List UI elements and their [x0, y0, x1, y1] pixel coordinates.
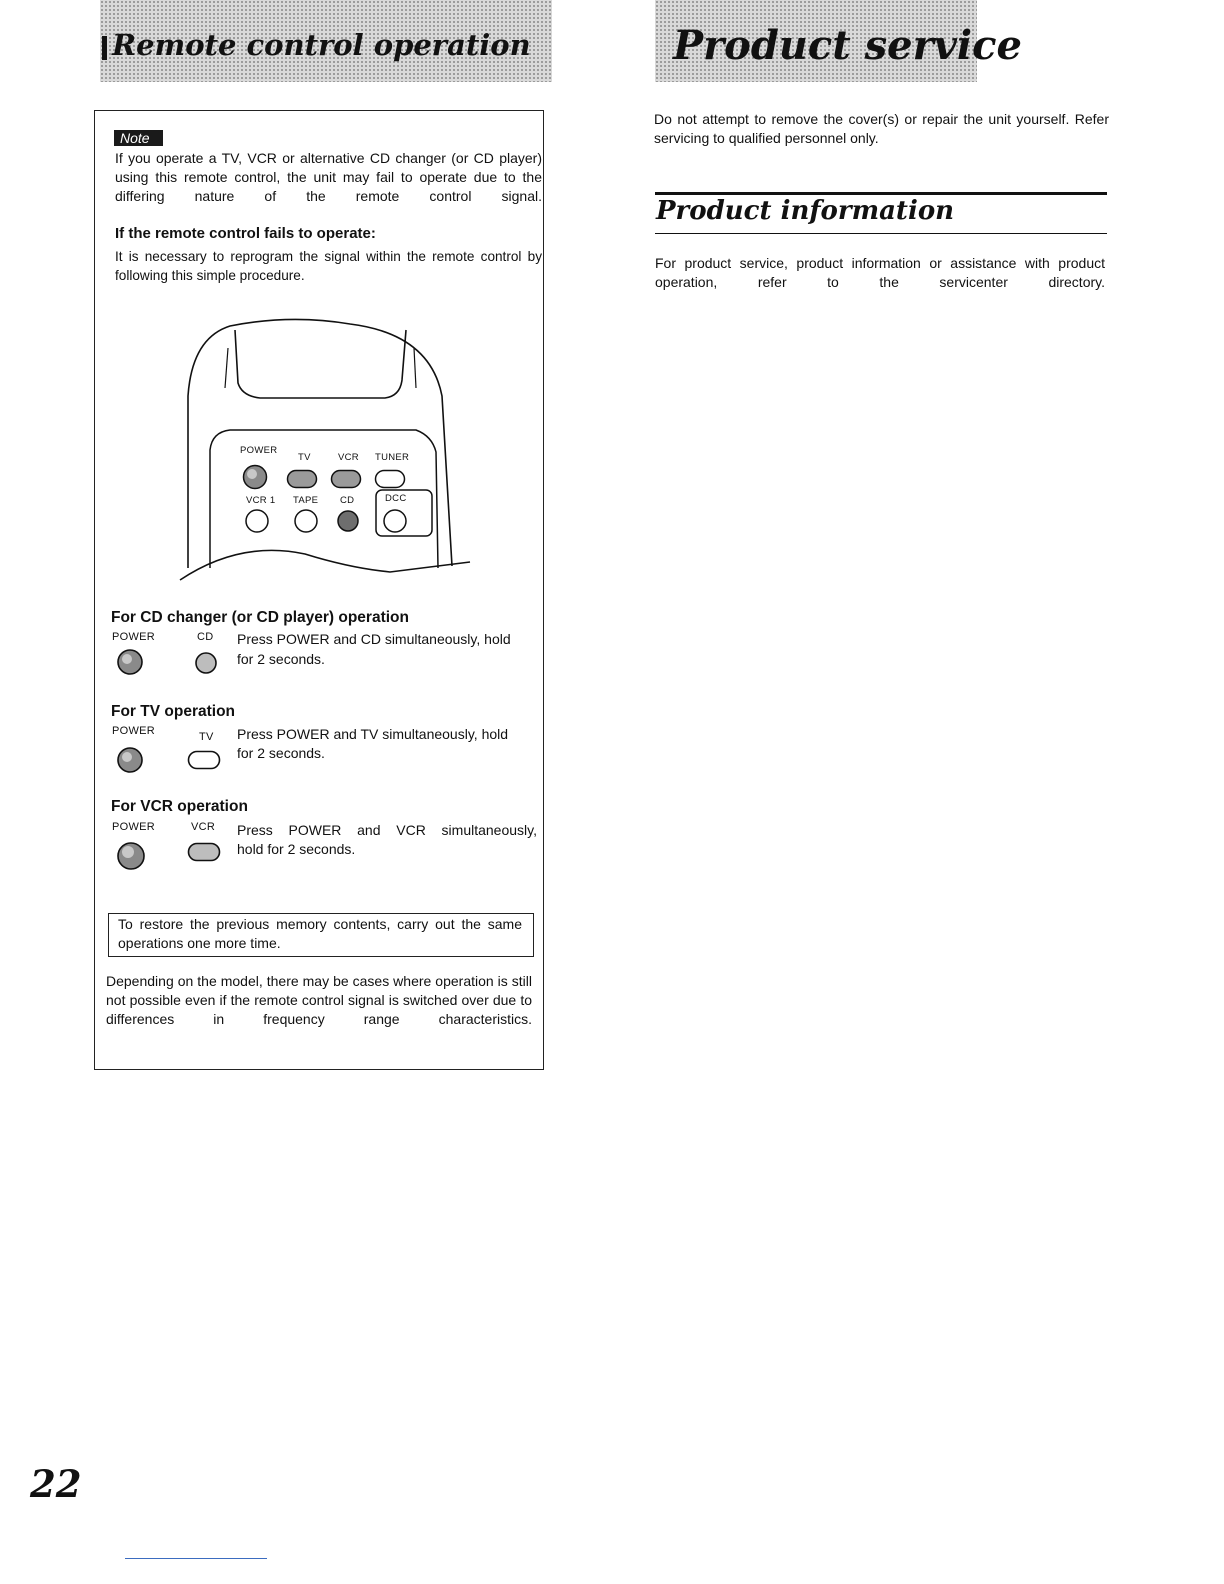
remote-label-vcr1: VCR 1	[246, 495, 276, 506]
remote-label-tuner: TUNER	[375, 452, 410, 463]
section-header-remote-control	[100, 0, 552, 82]
note-label: Note	[114, 130, 163, 146]
section-title: Remote control operation	[112, 28, 531, 62]
remote-label-tape: TAPE	[293, 495, 319, 506]
section-header-product-service	[655, 0, 1022, 82]
power-key-icon	[116, 648, 144, 676]
cd-key-power-label: POWER	[112, 631, 156, 643]
cd-key-cd-label: CD	[197, 631, 214, 643]
tv-button-icon	[286, 469, 318, 489]
cd-key-icon	[193, 650, 219, 676]
power-key-icon	[116, 746, 144, 774]
remote-label-cd: CD	[340, 495, 355, 506]
tv-operation-heading: For TV operation	[111, 703, 235, 720]
remote-label-dcc: DCC	[385, 493, 407, 504]
tv-instruction-line2: for 2 seconds.	[237, 745, 325, 761]
remote-control-illustration	[180, 318, 470, 578]
section-title: Product service	[673, 22, 1022, 69]
tuner-button-icon	[374, 469, 406, 489]
header-bar-marker	[102, 36, 107, 60]
dcc-button-icon	[382, 508, 408, 534]
tape-button-icon	[293, 508, 319, 534]
vcr-key-power-label: POWER	[112, 821, 156, 833]
remote-label-vcr: VCR	[338, 452, 359, 463]
power-key-icon	[116, 840, 146, 872]
footer-line	[125, 1558, 267, 1559]
note-text: If you operate a TV, VCR or alternative CD changer (or CD player) using this remote control, the unit may fail to operate due to the differing nature of the remote control signal.	[115, 150, 542, 204]
vcr-key-vcr-label: VCR	[191, 821, 216, 833]
cd-instruction-line1: Press POWER and CD simultaneously, hold	[237, 631, 511, 647]
rule-thin	[655, 233, 1107, 234]
cd-instruction-line2: for 2 seconds.	[237, 651, 325, 667]
product-info-text: For product service, product information or assistance with product operation, refer to the servicenter directory.	[655, 255, 1105, 290]
power-button-icon	[242, 464, 268, 490]
tv-instruction-line1: Press POWER and TV simultaneously, hold	[237, 726, 509, 742]
vcr1-button-icon	[244, 508, 270, 534]
remote-label-power: POWER	[240, 445, 278, 456]
restore-text: To restore the previous memory contents, carry out the same operations one more time.	[118, 916, 522, 951]
tv-key-icon	[187, 750, 221, 770]
cd-button-icon	[335, 508, 361, 534]
rule-thick	[655, 192, 1107, 195]
vcr-button-icon	[330, 469, 362, 489]
page-number: 22	[30, 1462, 82, 1506]
fail-heading: If the remote control fails to operate:	[115, 225, 376, 242]
remote-outline	[180, 318, 470, 578]
product-information-heading: Product information	[656, 196, 955, 226]
vcr-operation-heading: For VCR operation	[111, 798, 248, 815]
tv-key-tv-label: TV	[199, 731, 214, 743]
vcr-instruction-line2: hold for 2 seconds.	[237, 841, 356, 857]
vcr-key-icon	[187, 842, 221, 862]
tv-key-power-label: POWER	[112, 725, 156, 737]
vcr-instruction-line1: Press POWER and VCR simultaneously,	[237, 822, 537, 838]
cd-operation-heading: For CD changer (or CD player) operation	[111, 609, 409, 626]
depend-text: Depending on the model, there may be cases where operation is still not possible even if the remote control signal is switched over due to differences in frequency range characteristics.	[106, 973, 532, 1027]
service-text: Do not attempt to remove the cover(s) or repair the unit yourself. Refer servicing to qualified personnel only.	[654, 111, 1109, 146]
remote-label-tv: TV	[298, 452, 311, 463]
fail-text: It is necessary to reprogram the signal within the remote control by following this simple procedure.	[115, 249, 542, 283]
